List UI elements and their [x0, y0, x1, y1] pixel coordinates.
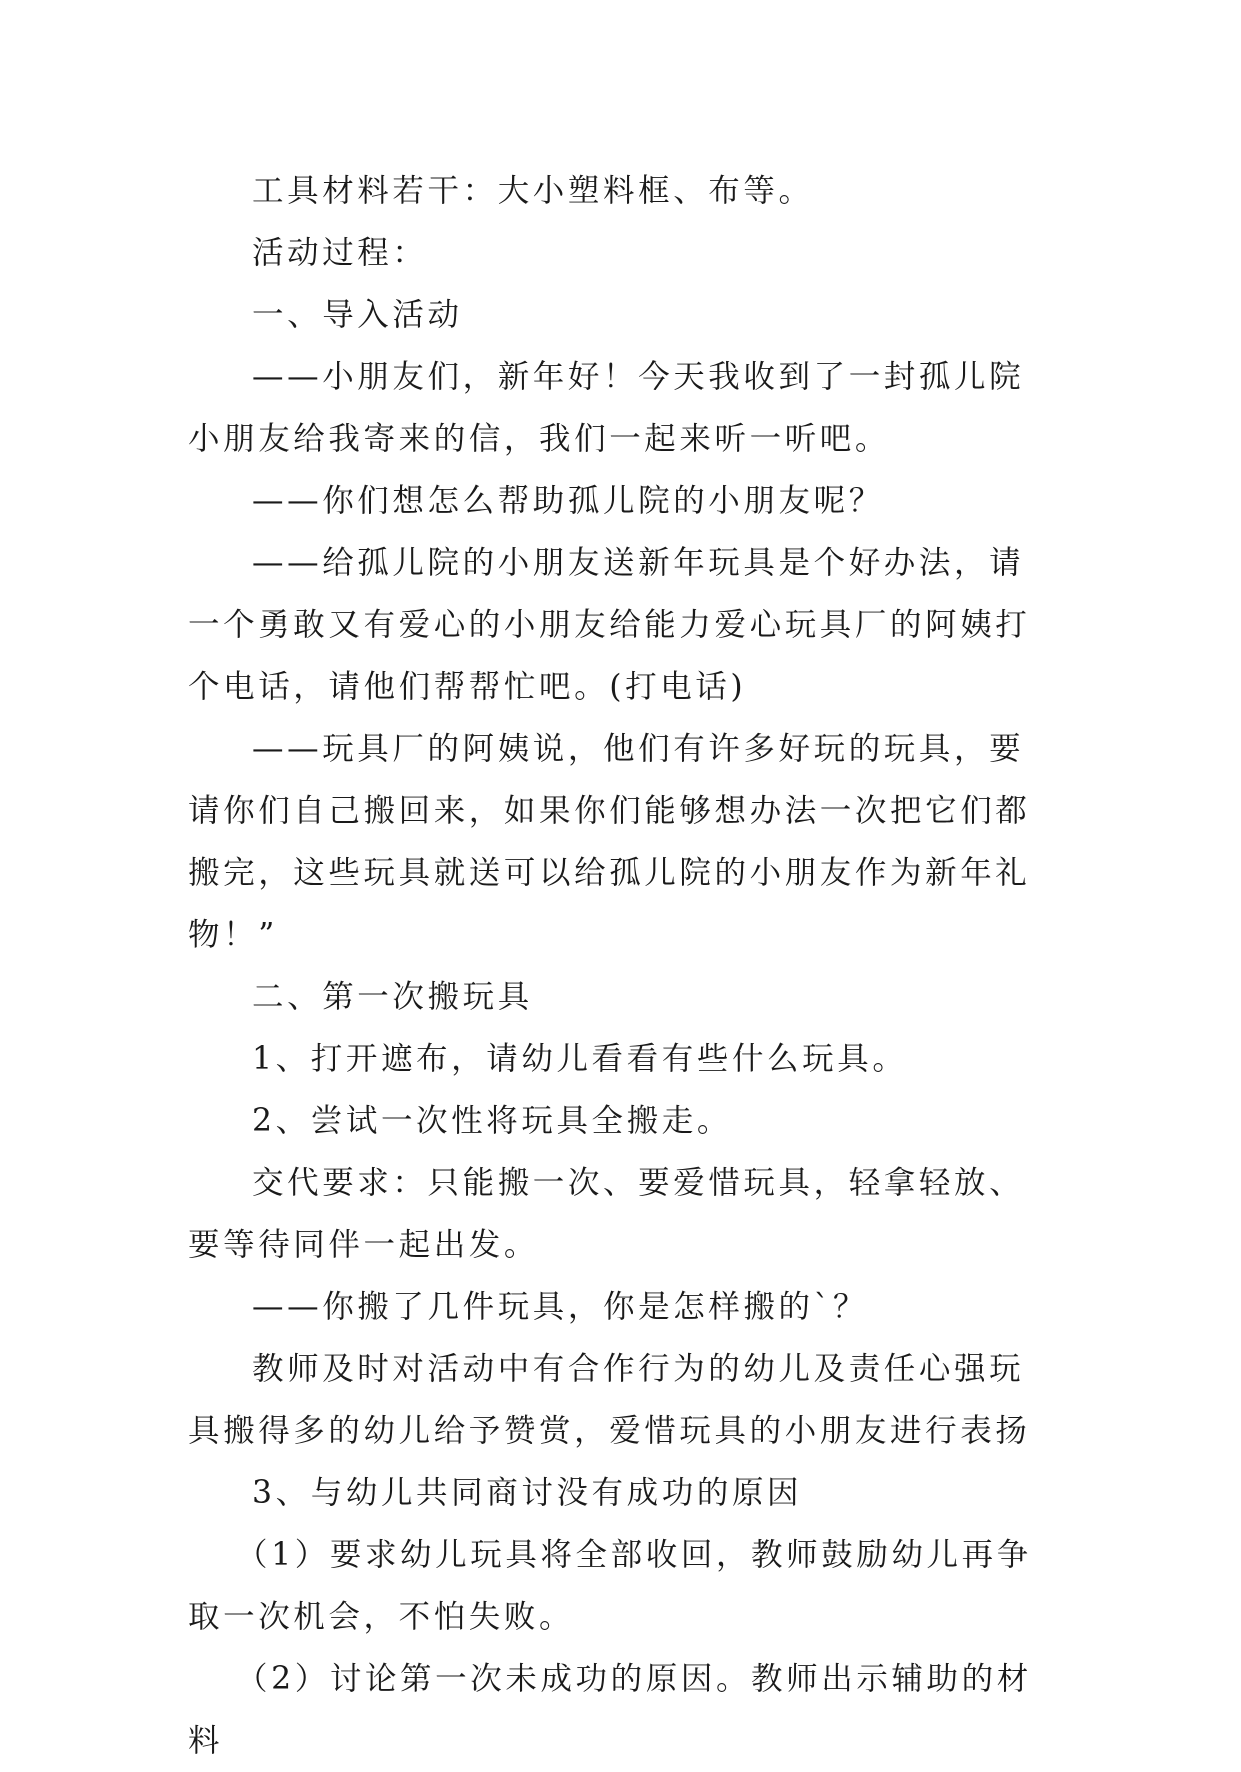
paragraph-teacher-praise: 教师及时对活动中有合作行为的幼儿及责任心强玩具搬得多的幼儿给予赞赏，爱惜玩具的小朋友进行表扬 — [188, 1351, 1031, 1449]
sub-item-1: （1）要求幼儿玩具将全部收回，教师鼓励幼儿再争取一次机会，不怕失败。 — [188, 1537, 1032, 1635]
document-body — [188, 160, 1048, 1772]
sub-item-2: （2）讨论第一次未成功的原因。教师出示辅助的材料 — [188, 1661, 1032, 1759]
paragraph-greeting: ——小朋友们，新年好！今天我收到了一封孤儿院小朋友给我寄来的信，我们一起来听一听吧。 — [188, 359, 1025, 457]
paragraph-requirements: 交代要求：只能搬一次、要爱惜玩具，轻拿轻放、要等待同伴一起出发。 — [188, 1165, 1025, 1263]
list-item-3: 3、与幼儿共同商讨没有成功的原因 — [252, 1475, 803, 1511]
paragraph-toy-factory: ——玩具厂的阿姨说，他们有许多好玩的玩具，要请你们自己搬回来，如果你们能够想办法一次把它们都搬完，这些玩具就送可以给孤儿院的小朋友作为新年礼物！” — [188, 731, 1031, 953]
paragraph-gift-idea: ——给孤儿院的小朋友送新年玩具是个好办法，请一个勇敢又有爱心的小朋友给能力爱心玩具厂的阿姨打个电话，请他们帮帮忙吧。(打电话) — [188, 545, 1031, 705]
paragraph-materials: 工具材料若干：大小塑料框、布等。 — [252, 173, 814, 209]
list-item-2: 2、尝试一次性将玩具全搬走。 — [252, 1103, 732, 1139]
section-heading-intro: 一、导入活动 — [252, 297, 463, 333]
paragraph-question-how: ——你搬了几件玩具，你是怎样搬的`？ — [252, 1289, 869, 1325]
paragraph-question-help: ——你们想怎么帮助孤儿院的小朋友呢？ — [252, 483, 884, 519]
list-item-1: 1、打开遮布，请幼儿看看有些什么玩具。 — [252, 1041, 908, 1077]
section-heading-first-move: 二、第一次搬玩具 — [252, 979, 533, 1015]
paragraph-process-heading: 活动过程： — [252, 235, 428, 271]
